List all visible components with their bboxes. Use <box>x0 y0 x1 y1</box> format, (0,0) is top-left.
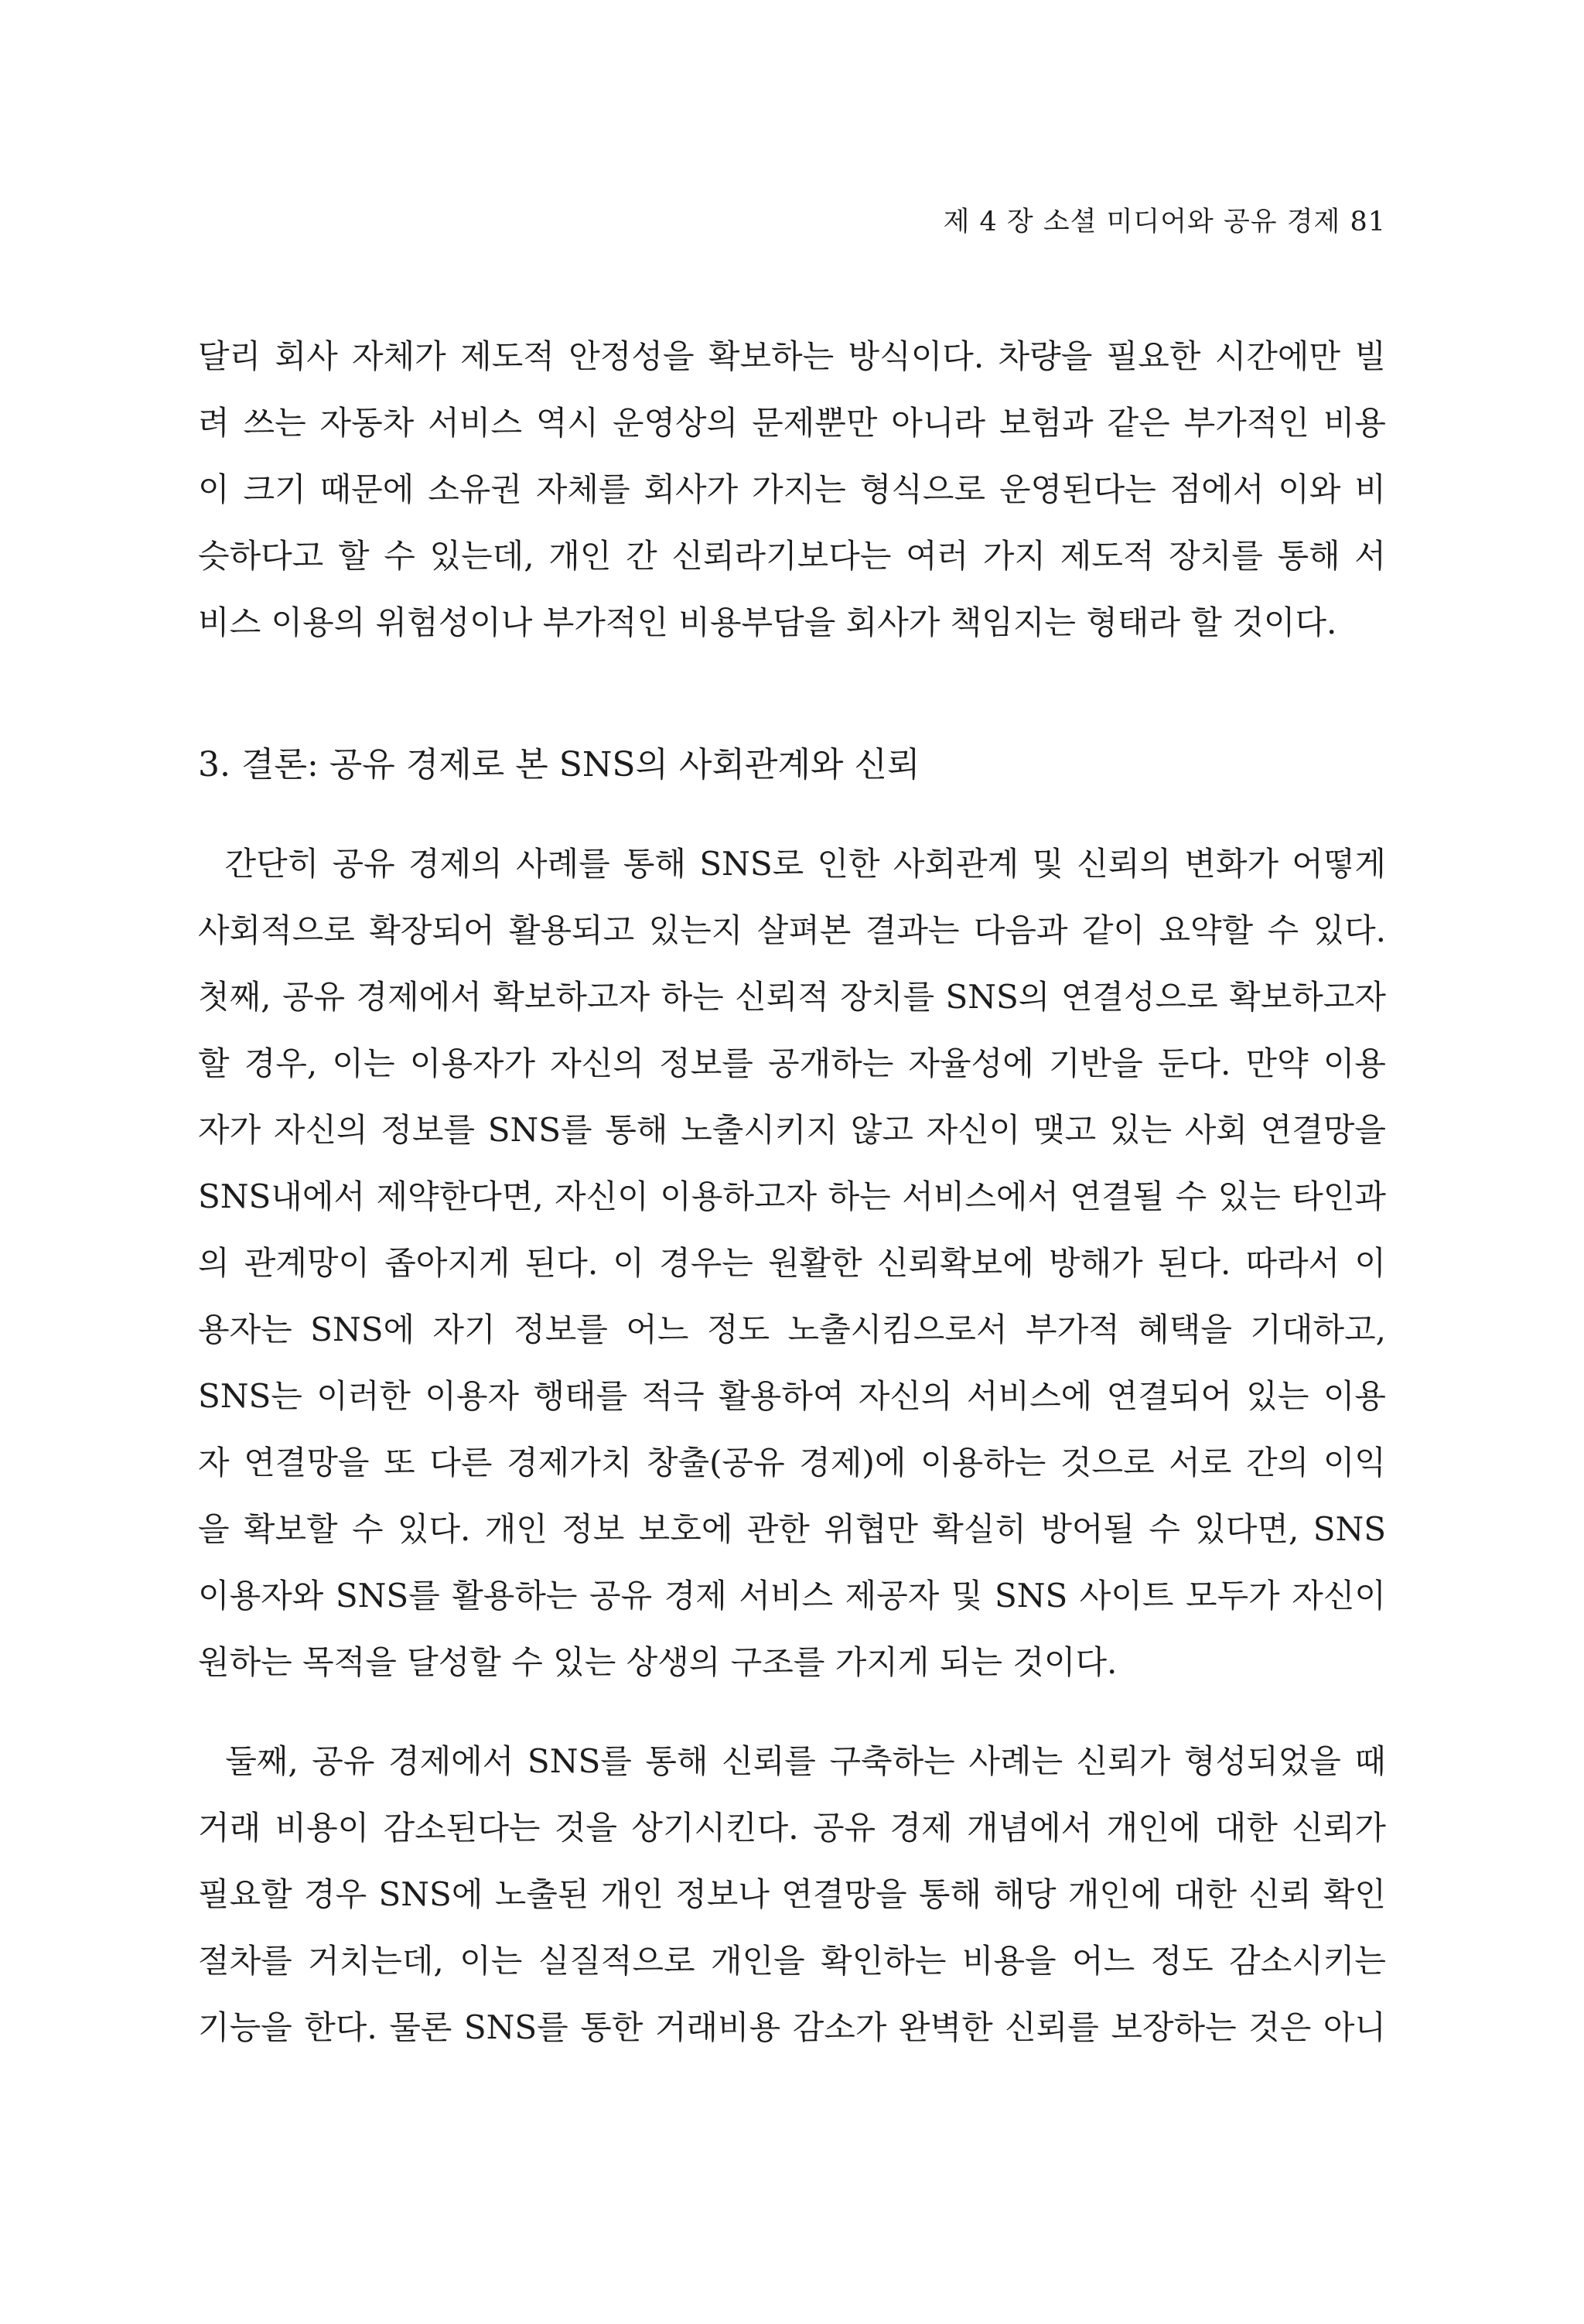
text-line: 을 확보할 수 있다. 개인 정보 보호에 관한 위협만 확실히 방어될 수 있다면, SNS <box>198 1510 1386 1548</box>
text-line: 비스 이용의 위험성이나 부가적인 비용부담을 회사가 책임지는 형태라 할 것이다. <box>198 603 1337 641</box>
text-line: 거래 비용이 감소된다는 것을 상기시킨다. 공유 경제 개념에서 개인에 대한 신뢰가 <box>198 1809 1386 1847</box>
paragraph-2 <box>198 831 1386 1696</box>
text-line: 용자는 SNS에 자기 정보를 어느 정도 노출시킴으로서 부가적 혜택을 기대하고, <box>198 1311 1386 1348</box>
running-header: 제 4 장 소셜 미디어와 공유 경제 81 <box>943 207 1386 238</box>
text-line: 자가 자신의 정보를 SNS를 통해 노출시키지 않고 자신이 맺고 있는 사회 연결망을 <box>198 1111 1386 1149</box>
text-line: 이 크기 때문에 소유권 자체를 회사가 가지는 형식으로 운영된다는 점에서 이와 비 <box>198 470 1386 508</box>
text-line: 려 쓰는 자동차 서비스 역시 운영상의 문제뿐만 아니라 보험과 같은 부가적인 비용 <box>198 404 1386 442</box>
text-line: 슷하다고 할 수 있는데, 개인 간 신뢰라기보다는 여러 가지 제도적 장치를 통해 서 <box>198 537 1386 575</box>
text-line: 달리 회사 자체가 제도적 안정성을 확보하는 방식이다. 차량을 필요한 시간에만 빌 <box>198 337 1386 375</box>
text-line: SNS내에서 제약한다면, 자신이 이용하고자 하는 서비스에서 연결될 수 있는 타인과 <box>198 1177 1386 1215</box>
text-line: 자 연결망을 또 다른 경제가치 창출(공유 경제)에 이용하는 것으로 서로 간의 이익 <box>198 1444 1386 1482</box>
text-line: 절차를 거치는데, 이는 실질적으로 개인을 확인하는 비용을 어느 정도 감소시키는 <box>198 1942 1386 1980</box>
paragraph-1 <box>198 323 1386 656</box>
text-line: 둘째, 공유 경제에서 SNS를 통해 신뢰를 구축하는 사례는 신뢰가 형성되었을 때 <box>198 1742 1386 1780</box>
text-line: 기능을 한다. 물론 SNS를 통한 거래비용 감소가 완벽한 신뢰를 보장하는 것은 아니 <box>198 2008 1386 2046</box>
text-line: 간단히 공유 경제의 사례를 통해 SNS로 인한 사회관계 및 신뢰의 변화가 어떻게 <box>198 845 1386 883</box>
text-line: 필요할 경우 SNS에 노출된 개인 정보나 연결망을 통해 해당 개인에 대한 신뢰 확인 <box>198 1875 1386 1913</box>
paragraph-3 <box>198 1728 1386 2061</box>
section-heading: 3. 결론: 공유 경제로 본 SNS의 사회관계와 신뢰 <box>198 745 920 784</box>
text-line: SNS는 이러한 이용자 행태를 적극 활용하여 자신의 서비스에 연결되어 있는 이용 <box>198 1377 1386 1415</box>
text-line: 의 관계망이 좁아지게 된다. 이 경우는 원활한 신뢰확보에 방해가 된다. 따라서 이 <box>198 1244 1386 1282</box>
text-line: 이용자와 SNS를 활용하는 공유 경제 서비스 제공자 및 SNS 사이트 모두가 자신이 <box>198 1577 1386 1615</box>
text-line: 원하는 목적을 달성할 수 있는 상생의 구조를 가지게 되는 것이다. <box>198 1643 1118 1681</box>
text-line: 사회적으로 확장되어 활용되고 있는지 살펴본 결과는 다음과 같이 요약할 수 있다. <box>198 911 1386 949</box>
text-line: 할 경우, 이는 이용자가 자신의 정보를 공개하는 자율성에 기반을 둔다. 만약 이용 <box>198 1044 1386 1082</box>
text-line: 첫째, 공유 경제에서 확보하고자 하는 신뢰적 장치를 SNS의 연결성으로 확보하고자 <box>198 978 1386 1016</box>
